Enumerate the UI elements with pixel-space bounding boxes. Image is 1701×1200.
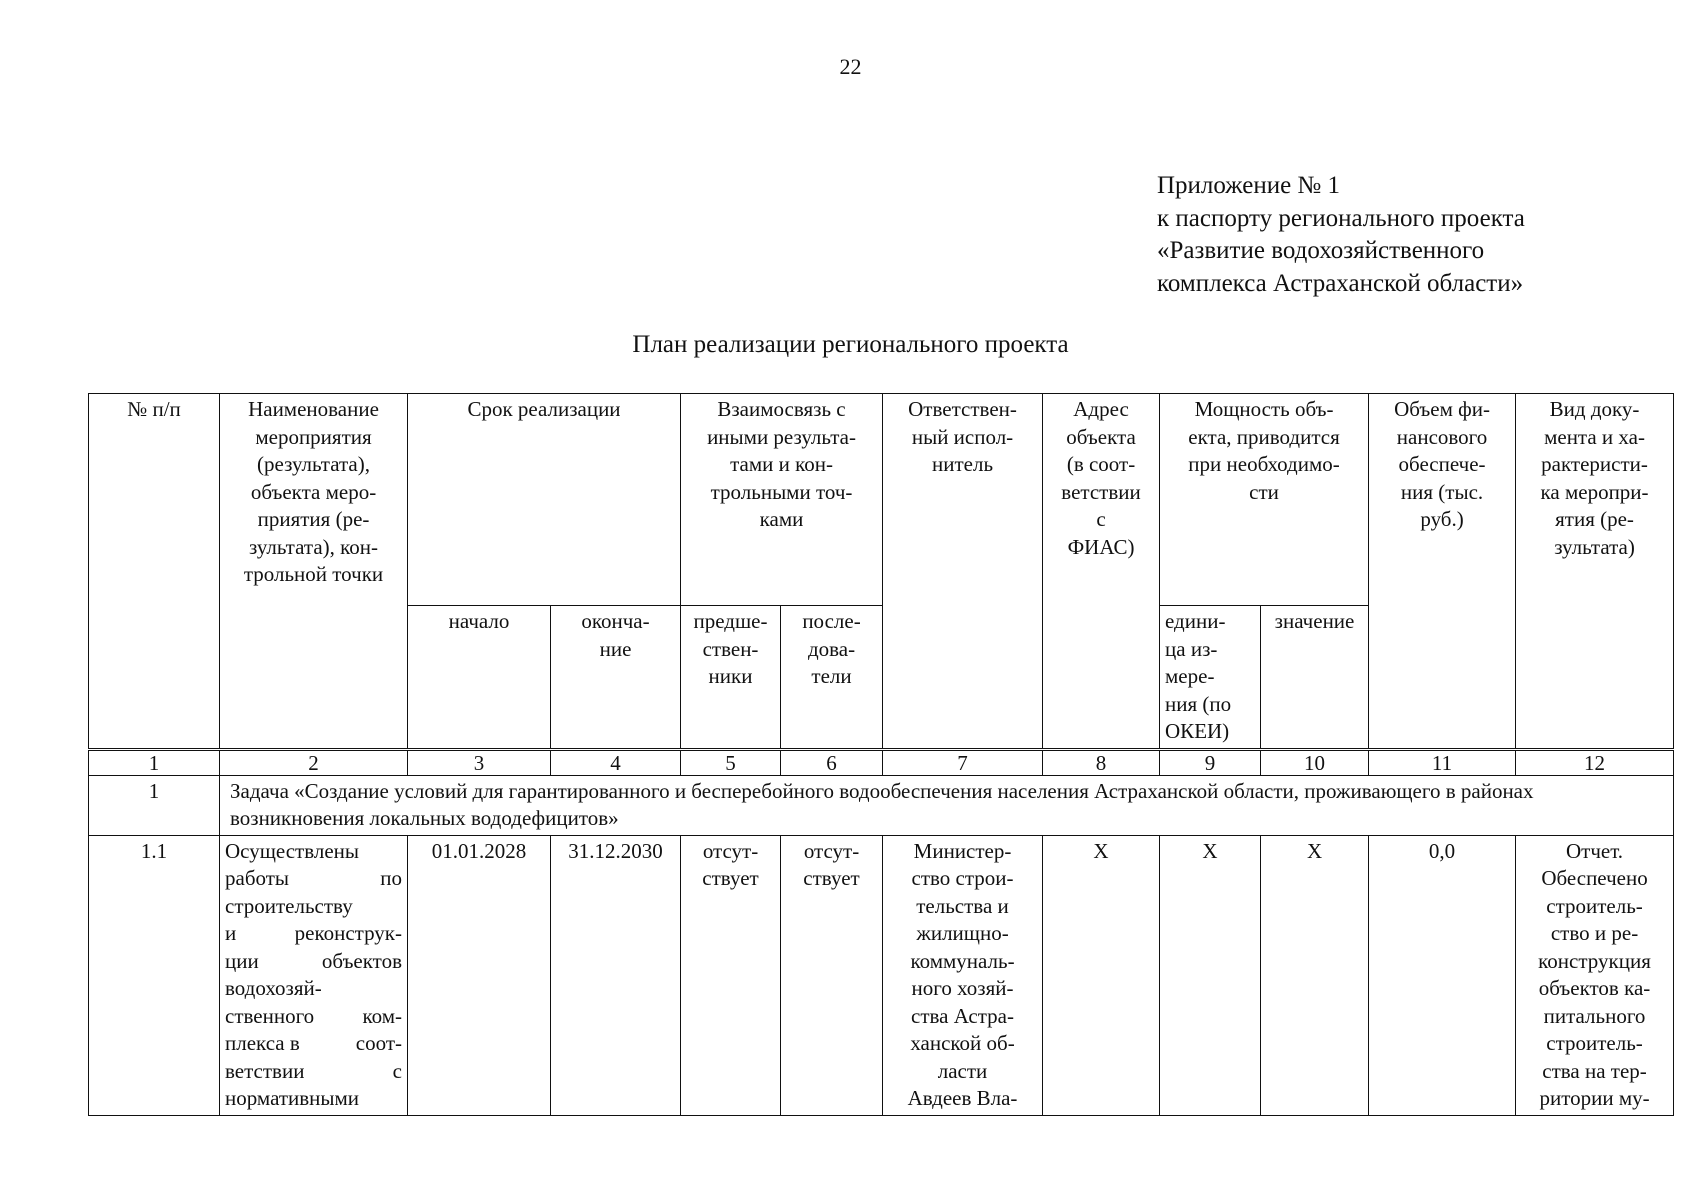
appendix-line: комплекса Астраханской области» — [1157, 269, 1524, 297]
name-word: плекса в — [225, 1031, 300, 1055]
header-predecessors: предше- ствен- ники — [681, 606, 781, 750]
name-word: соот- — [355, 1031, 402, 1055]
header-links: Взаимосвязь с иными результа- тами и кон- трольными точ- ками — [681, 394, 883, 606]
name-word: реконструк- — [294, 921, 402, 945]
row-unit: Х — [1160, 835, 1261, 1115]
name-word: объектов — [321, 948, 402, 973]
header-successors: после- дова- тели — [781, 606, 883, 750]
table-row — [89, 835, 1674, 1115]
header-end: оконча- ние — [551, 606, 681, 750]
name-line — [225, 865, 402, 893]
header-doc-type: Вид доку- мента и ха- рактеристи- ка меропри- ятия (ре- зультата) — [1516, 394, 1674, 750]
header-address: Адрес объекта (в соот- ветствии с ФИАС) — [1043, 394, 1160, 750]
column-number: 1 — [89, 749, 220, 775]
column-number: 10 — [1261, 749, 1369, 775]
task-num: 1 — [89, 775, 220, 835]
row-name — [220, 835, 408, 1115]
name-line — [225, 975, 402, 1003]
name-line — [225, 838, 402, 866]
row-funding: 0,0 — [1369, 835, 1516, 1115]
name-word: Осуществлены — [225, 838, 360, 863]
column-number: 7 — [883, 749, 1043, 775]
row-address: Х — [1043, 835, 1160, 1115]
appendix-line: к паспорту регионального проекта — [1157, 204, 1525, 232]
column-number: 5 — [681, 749, 781, 775]
name-word: и — [225, 921, 237, 945]
row-start: 01.01.2028 — [408, 835, 551, 1115]
name-word: ком- — [362, 1003, 402, 1028]
row-num: 1.1 — [89, 835, 220, 1115]
header-name: Наименование мероприятия (результата), объекта меро- приятия (ре- зультата), кон- трольной точки — [220, 394, 408, 750]
appendix-caption — [1157, 170, 1525, 300]
column-number: 6 — [781, 749, 883, 775]
header-unit: едини- ца из- мере- ния (по ОКЕИ) — [1160, 606, 1261, 750]
task-row — [89, 775, 1674, 835]
row-end: 31.12.2030 — [551, 835, 681, 1115]
name-line — [225, 893, 402, 921]
row-value: Х — [1261, 835, 1369, 1115]
column-number: 2 — [220, 749, 408, 775]
task-text: Задача «Создание условий для гарантированного и бесперебойного водообеспечения населения Астраханской области, проживающего в районах возникновения локальных вододефицитов» — [220, 775, 1674, 835]
column-number: 11 — [1369, 749, 1516, 775]
header-value: значение — [1261, 606, 1369, 750]
appendix-line: Приложение № 1 — [1157, 172, 1341, 199]
name-line — [225, 1085, 402, 1113]
page-number: 22 — [839, 54, 862, 79]
column-number: 12 — [1516, 749, 1674, 775]
header-responsible: Ответствен- ный испол- нитель — [883, 394, 1043, 750]
appendix-line: «Развитие водохозяйственного — [1157, 237, 1485, 264]
plan-title: План реализации регионального проекта — [632, 331, 1069, 358]
name-word: ции — [225, 948, 259, 973]
row-responsible: Министер- ство строи- тельства и жилищно- коммуналь- ного хозяй- ства Астра- ханской об- ласти Авдеев Вла- — [883, 835, 1043, 1115]
implementation-plan-table — [88, 393, 1674, 1116]
name-word: по — [380, 866, 402, 890]
header-funding: Объем фи- нансового обеспече- ния (тыс. руб.) — [1369, 394, 1516, 750]
name-word: строительству — [225, 893, 353, 918]
row-predecessors: отсут- ствует — [681, 835, 781, 1115]
header-num: № п/п — [89, 394, 220, 750]
name-line — [225, 920, 402, 948]
name-word: с — [392, 1058, 402, 1083]
header-capacity: Мощность объ- екта, приводится при необходимо- сти — [1160, 394, 1369, 606]
row-successors: отсут- ствует — [781, 835, 883, 1115]
header-period: Срок реализации — [408, 394, 681, 606]
name-line — [225, 1003, 402, 1031]
name-word: водохозяй- — [225, 976, 322, 1000]
name-word: работы — [225, 866, 290, 890]
column-number: 4 — [551, 749, 681, 775]
column-number-row — [89, 749, 1674, 775]
row-doc-type: Отчет. Обеспечено строитель- ство и ре- конструкция объектов ка- питального строитель- ства на тер- ритории му- — [1516, 835, 1674, 1115]
name-word: нормативными — [225, 1086, 360, 1110]
name-word: ветствии — [225, 1058, 305, 1083]
name-line — [225, 1030, 402, 1058]
name-line — [225, 1058, 402, 1086]
column-number: 9 — [1160, 749, 1261, 775]
header-start: начало — [408, 606, 551, 750]
name-word: ственного — [225, 1003, 315, 1028]
column-number: 8 — [1043, 749, 1160, 775]
name-line — [225, 948, 402, 976]
column-number: 3 — [408, 749, 551, 775]
